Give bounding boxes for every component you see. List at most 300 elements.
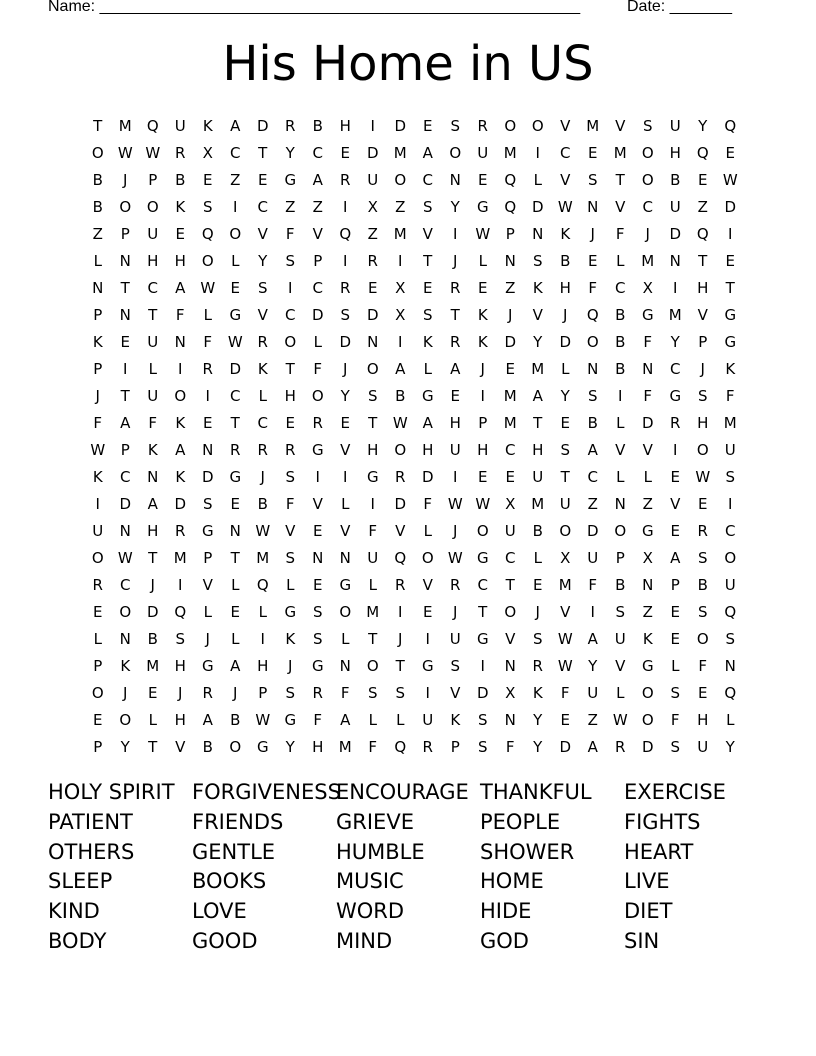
grid-letter: Q <box>339 225 352 243</box>
grid-letter: S <box>670 738 681 756</box>
grid-letter: Y <box>450 198 460 216</box>
grid-letter: U <box>614 630 626 648</box>
grid-letter: N <box>504 252 516 270</box>
grid-letter: J <box>535 603 540 621</box>
grid-letter: K <box>92 333 103 351</box>
grid-letter: O <box>91 144 104 162</box>
grid-letter: S <box>367 387 378 405</box>
grid-letter: C <box>642 198 653 216</box>
grid-letter: B <box>670 171 681 189</box>
grid-letter: I <box>425 630 430 648</box>
grid-letter: R <box>175 522 186 540</box>
grid-letter: T <box>505 576 515 594</box>
grid-letter: A <box>670 549 681 567</box>
grid-letter: J <box>508 306 513 324</box>
grid-letter: Z <box>587 711 598 729</box>
grid-letter: V <box>697 306 708 324</box>
grid-letter: E <box>340 144 350 162</box>
grid-letter: I <box>343 468 348 486</box>
word-list-item: HOLY SPIRIT <box>48 780 175 804</box>
grid-letter: A <box>422 414 433 432</box>
grid-letter: Z <box>505 279 516 297</box>
grid-letter: Y <box>670 333 680 351</box>
grid-letter: N <box>339 549 351 567</box>
grid-letter: A <box>532 387 543 405</box>
grid-letter: H <box>697 711 709 729</box>
grid-letter: M <box>393 144 407 162</box>
grid-letter: F <box>313 711 323 729</box>
grid-letter: V <box>340 441 351 459</box>
grid-letter: V <box>257 306 268 324</box>
grid-letter: B <box>615 306 626 324</box>
word-list-item: HUMBLE <box>336 839 425 864</box>
grid-letter: V <box>312 225 323 243</box>
grid-letter: C <box>230 144 241 162</box>
grid-letter: B <box>587 414 598 432</box>
word-list-item: KIND <box>48 899 100 924</box>
grid-letter: X <box>505 684 516 702</box>
grid-letter: D <box>229 360 242 378</box>
grid-letter: Q <box>724 117 737 135</box>
grid-letter: X <box>367 198 378 216</box>
grid-letter: N <box>367 333 379 351</box>
grid-letter: Q <box>201 225 214 243</box>
grid-letter: O <box>119 711 132 729</box>
grid-letter: Z <box>642 495 653 513</box>
grid-letter: O <box>531 117 544 135</box>
word-list-item: LIVE <box>624 869 670 894</box>
grid-letter: A <box>340 711 351 729</box>
grid-letter: M <box>586 117 600 135</box>
grid-letter: Y <box>588 657 598 675</box>
word-list <box>48 778 768 957</box>
grid-letter: X <box>395 306 406 324</box>
grid-letter: B <box>532 522 543 540</box>
grid-letter: L <box>533 171 542 189</box>
grid-letter: L <box>258 603 267 621</box>
grid-letter: L <box>148 711 157 729</box>
grid-letter: K <box>725 360 736 378</box>
grid-letter: V <box>285 522 296 540</box>
grid-letter: V <box>615 657 626 675</box>
grid-letter: P <box>615 549 625 567</box>
grid-letter: H <box>147 522 159 540</box>
grid-letter: E <box>725 252 735 270</box>
grid-letter: L <box>203 603 212 621</box>
grid-letter: F <box>148 414 158 432</box>
grid-letter: X <box>560 549 571 567</box>
grid-letter: S <box>725 630 736 648</box>
grid-letter: O <box>229 738 242 756</box>
grid-letter: P <box>203 549 213 567</box>
grid-letter: E <box>203 414 213 432</box>
grid-letter: M <box>503 144 517 162</box>
grid-letter: Q <box>724 684 737 702</box>
grid-letter: Y <box>533 333 543 351</box>
grid-letter: S <box>697 387 708 405</box>
grid-letter: J <box>700 360 705 378</box>
grid-letter: J <box>150 576 155 594</box>
grid-letter: D <box>256 117 269 135</box>
grid-letter: D <box>559 738 572 756</box>
grid-letter: N <box>92 279 104 297</box>
grid-letter: F <box>698 657 708 675</box>
grid-letter: S <box>587 387 598 405</box>
grid-letter: M <box>173 549 187 567</box>
grid-letter: N <box>614 495 626 513</box>
grid-letter: O <box>504 603 517 621</box>
grid-letter: E <box>478 279 488 297</box>
grid-letter: M <box>256 549 270 567</box>
grid-letter: S <box>285 252 296 270</box>
grid-letter: T <box>615 171 625 189</box>
grid-letter: E <box>588 252 598 270</box>
grid-letter: V <box>395 522 406 540</box>
grid-letter: J <box>480 360 485 378</box>
grid-letter: S <box>285 549 296 567</box>
grid-letter: Z <box>230 171 241 189</box>
grid-letter: N <box>532 225 544 243</box>
grid-letter: B <box>615 576 626 594</box>
grid-letter: C <box>477 576 488 594</box>
grid-letter: R <box>202 684 213 702</box>
word-list-item: MUSIC <box>336 869 404 894</box>
grid-letter: C <box>257 414 268 432</box>
grid-letter: X <box>642 279 653 297</box>
grid-letter: L <box>561 360 570 378</box>
grid-letter: H <box>477 441 489 459</box>
grid-letter: I <box>535 144 540 162</box>
grid-letter: K <box>477 306 488 324</box>
grid-letter: C <box>312 144 323 162</box>
grid-letter: E <box>670 630 680 648</box>
grid-letter: I <box>343 198 348 216</box>
grid-letter: D <box>641 414 654 432</box>
grid-letter: T <box>285 360 295 378</box>
grid-letter: O <box>449 144 462 162</box>
grid-letter: G <box>724 333 737 351</box>
grid-letter: P <box>93 360 103 378</box>
grid-letter: Z <box>312 198 323 216</box>
grid-letter: C <box>670 360 681 378</box>
grid-letter: C <box>587 468 598 486</box>
date-field-label: Date: _______ <box>627 0 732 15</box>
grid-letter: C <box>505 549 516 567</box>
grid-letter: R <box>532 657 543 675</box>
grid-letter: P <box>120 441 130 459</box>
grid-letter: L <box>368 711 377 729</box>
grid-letter: I <box>398 333 403 351</box>
grid-letter: J <box>123 684 128 702</box>
grid-letter: G <box>724 306 737 324</box>
grid-letter: U <box>367 549 379 567</box>
grid-letter: E <box>588 144 598 162</box>
grid-letter: M <box>118 117 132 135</box>
grid-letter: E <box>340 414 350 432</box>
grid-letter: C <box>560 144 571 162</box>
grid-letter: E <box>478 468 488 486</box>
grid-letter: D <box>504 333 517 351</box>
grid-letter: B <box>615 360 626 378</box>
grid-letter: U <box>669 198 681 216</box>
grid-letter: E <box>478 171 488 189</box>
grid-letter: J <box>260 468 265 486</box>
grid-letter: R <box>450 576 461 594</box>
grid-letter: X <box>642 549 653 567</box>
grid-letter: V <box>560 603 571 621</box>
grid-letter: E <box>670 522 680 540</box>
grid-letter: P <box>450 738 460 756</box>
grid-letter: N <box>642 576 654 594</box>
grid-letter: I <box>673 279 678 297</box>
grid-letter: R <box>230 441 241 459</box>
grid-letter: V <box>422 576 433 594</box>
grid-letter: J <box>645 225 650 243</box>
grid-letter: A <box>587 738 598 756</box>
grid-letter: T <box>698 252 708 270</box>
grid-letter: D <box>366 306 379 324</box>
grid-letter: E <box>93 603 103 621</box>
grid-letter: I <box>398 252 403 270</box>
grid-letter: H <box>257 657 269 675</box>
grid-letter: A <box>450 360 461 378</box>
grid-letter: O <box>91 684 104 702</box>
grid-letter: D <box>559 333 572 351</box>
grid-letter: Q <box>146 117 159 135</box>
grid-letter: I <box>260 630 265 648</box>
grid-letter: R <box>450 279 461 297</box>
word-list-item: WORD <box>336 899 405 924</box>
grid-letter: L <box>93 630 102 648</box>
grid-letter: S <box>697 603 708 621</box>
grid-letter: H <box>339 117 351 135</box>
grid-letter: B <box>312 117 323 135</box>
grid-letter: K <box>120 657 131 675</box>
grid-letter: N <box>312 549 324 567</box>
grid-letter: R <box>202 360 213 378</box>
grid-letter: E <box>203 171 213 189</box>
grid-letter: V <box>175 738 186 756</box>
grid-letter: I <box>315 468 320 486</box>
grid-letter: W <box>227 333 243 351</box>
grid-letter: I <box>178 360 183 378</box>
grid-letter: V <box>615 441 626 459</box>
grid-letter: G <box>366 468 379 486</box>
grid-letter: B <box>615 333 626 351</box>
grid-letter: Y <box>120 738 130 756</box>
grid-letter: K <box>450 711 461 729</box>
grid-letter: Q <box>174 603 187 621</box>
grid-letter: W <box>145 144 161 162</box>
grid-letter: K <box>532 684 543 702</box>
grid-letter: H <box>174 657 186 675</box>
grid-letter: L <box>478 252 487 270</box>
grid-letter: G <box>421 387 434 405</box>
grid-letter: G <box>421 657 434 675</box>
grid-letter: A <box>587 630 598 648</box>
grid-letter: N <box>119 306 131 324</box>
word-list-item: MIND <box>336 928 393 953</box>
grid-letter: T <box>148 738 158 756</box>
grid-letter: W <box>447 495 463 513</box>
grid-letter: R <box>312 414 323 432</box>
grid-letter: O <box>504 117 517 135</box>
grid-letter: O <box>641 684 654 702</box>
grid-letter: G <box>311 657 324 675</box>
grid-letter: C <box>422 171 433 189</box>
grid-letter: N <box>504 657 516 675</box>
grid-letter: N <box>119 252 131 270</box>
grid-letter: J <box>123 171 128 189</box>
name-field-label: Name: ______________________________________________________ <box>48 0 581 15</box>
grid-letter: O <box>586 333 599 351</box>
grid-letter: V <box>422 225 433 243</box>
grid-letter: T <box>725 279 735 297</box>
grid-letter: W <box>475 225 491 243</box>
grid-letter: Z <box>642 603 653 621</box>
grid-letter: E <box>725 144 735 162</box>
grid-letter: S <box>615 603 626 621</box>
grid-letter: D <box>641 738 654 756</box>
grid-letter: E <box>230 279 240 297</box>
grid-letter: T <box>368 630 378 648</box>
grid-letter: A <box>422 144 433 162</box>
grid-letter: Z <box>587 495 598 513</box>
grid-letter: Y <box>258 252 268 270</box>
grid-letter: E <box>670 468 680 486</box>
grid-letter: T <box>560 468 570 486</box>
grid-letter: O <box>696 441 709 459</box>
grid-letter: P <box>670 576 680 594</box>
page-title: His Home in US <box>222 36 594 92</box>
grid-letter: W <box>200 279 216 297</box>
grid-letter: E <box>560 414 570 432</box>
grid-letter: F <box>285 225 295 243</box>
word-list-item: HIDE <box>480 899 532 924</box>
grid-letter: B <box>147 630 158 648</box>
grid-letter: S <box>422 198 433 216</box>
grid-letter: L <box>533 549 542 567</box>
grid-letter: L <box>231 576 240 594</box>
grid-letter: J <box>563 306 568 324</box>
grid-letter: W <box>447 549 463 567</box>
grid-letter: T <box>450 306 460 324</box>
grid-letter: U <box>174 117 186 135</box>
grid-letter: G <box>669 387 682 405</box>
grid-letter: O <box>614 522 627 540</box>
grid-letter: H <box>312 738 324 756</box>
grid-letter: T <box>120 387 130 405</box>
grid-letter: E <box>670 603 680 621</box>
grid-letter: S <box>670 684 681 702</box>
grid-letter: S <box>477 711 488 729</box>
grid-letter: Q <box>394 738 407 756</box>
grid-letter: O <box>311 387 324 405</box>
grid-letter: M <box>393 225 407 243</box>
grid-letter: S <box>532 252 543 270</box>
word-list-item: SIN <box>624 928 660 953</box>
grid-letter: B <box>697 576 708 594</box>
grid-letter: K <box>175 198 186 216</box>
grid-letter: Q <box>504 171 517 189</box>
grid-letter: P <box>505 225 515 243</box>
grid-letter: N <box>587 198 599 216</box>
grid-letter: E <box>120 333 130 351</box>
grid-letter: L <box>616 252 625 270</box>
grid-letter: S <box>450 117 461 135</box>
grid-letter: E <box>698 684 708 702</box>
grid-letter: E <box>148 684 158 702</box>
grid-letter: H <box>174 252 186 270</box>
grid-letter: D <box>421 468 434 486</box>
grid-letter: U <box>147 333 159 351</box>
grid-letter: L <box>423 522 432 540</box>
grid-letter: K <box>257 360 268 378</box>
grid-letter: G <box>476 630 489 648</box>
grid-letter: O <box>641 171 654 189</box>
grid-letter: E <box>313 576 323 594</box>
word-list-item: GENTLE <box>192 839 276 864</box>
grid-letter: T <box>148 549 158 567</box>
grid-letter: G <box>201 657 214 675</box>
grid-letter: S <box>202 198 213 216</box>
grid-letter: D <box>394 117 407 135</box>
grid-letter: U <box>422 711 434 729</box>
grid-letter: L <box>148 360 157 378</box>
grid-letter: S <box>477 738 488 756</box>
grid-letter: G <box>641 522 654 540</box>
grid-letter: S <box>257 279 268 297</box>
grid-letter: F <box>203 333 213 351</box>
grid-letter: R <box>477 117 488 135</box>
grid-letter: W <box>557 657 573 675</box>
grid-letter: K <box>202 117 213 135</box>
grid-letter: L <box>616 414 625 432</box>
grid-letter: O <box>366 360 379 378</box>
grid-letter: L <box>203 306 212 324</box>
grid-letter: L <box>231 630 240 648</box>
grid-letter: C <box>285 306 296 324</box>
grid-letter: G <box>476 549 489 567</box>
grid-letter: Y <box>285 144 295 162</box>
grid-letter: T <box>395 657 405 675</box>
grid-letter: V <box>670 495 681 513</box>
grid-letter: Z <box>285 198 296 216</box>
grid-letter: W <box>475 495 491 513</box>
grid-letter: X <box>395 279 406 297</box>
grid-letter: V <box>312 495 323 513</box>
grid-letter: N <box>229 522 241 540</box>
grid-letter: I <box>398 603 403 621</box>
grid-letter: O <box>641 711 654 729</box>
grid-letter: G <box>476 198 489 216</box>
grid-letter: S <box>725 468 736 486</box>
grid-letter: X <box>202 144 213 162</box>
grid-letter: E <box>423 279 433 297</box>
grid-letter: S <box>395 684 406 702</box>
grid-letter: V <box>202 576 213 594</box>
grid-letter: N <box>202 441 214 459</box>
grid-letter: T <box>230 549 240 567</box>
grid-letter: J <box>233 684 238 702</box>
grid-letter: H <box>174 711 186 729</box>
grid-letter: B <box>92 171 103 189</box>
word-list-item: PATIENT <box>48 809 133 834</box>
grid-letter: D <box>586 522 599 540</box>
grid-letter: F <box>588 576 598 594</box>
grid-letter: E <box>423 117 433 135</box>
grid-letter: U <box>504 522 516 540</box>
